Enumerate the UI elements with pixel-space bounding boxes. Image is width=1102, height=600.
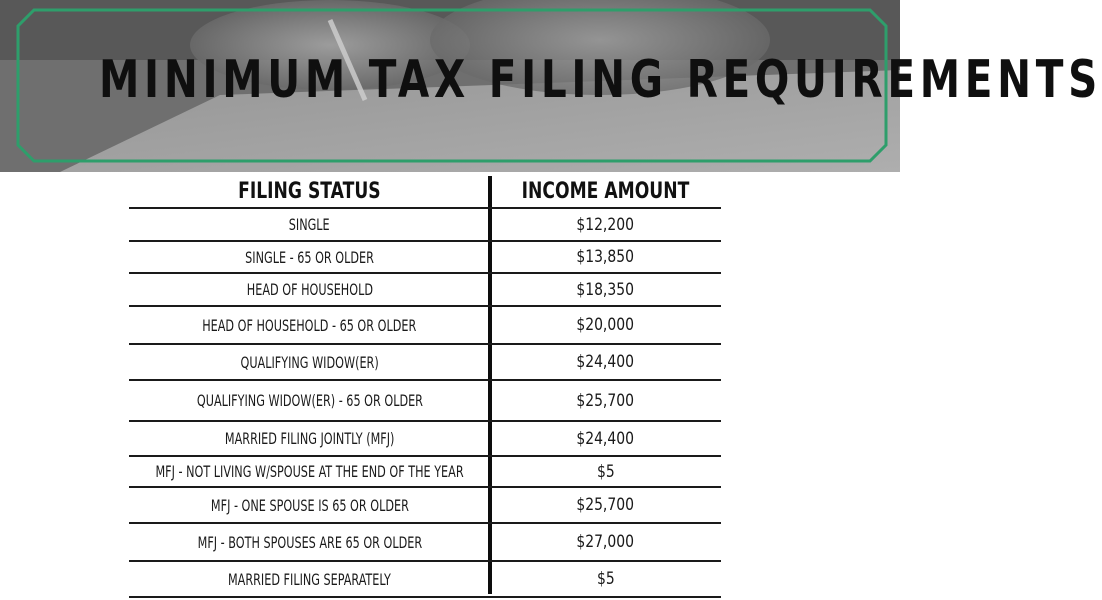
row-income-amount: $12,200 [576, 214, 635, 235]
filing-requirements-table [129, 176, 721, 598]
row-filing-status: QUALIFYING WIDOW(ER) [240, 352, 379, 372]
table-row [129, 345, 721, 381]
table-row [129, 488, 721, 524]
table-row [129, 307, 721, 345]
header-filing-status [129, 176, 490, 207]
row-income-amount: $5 [596, 461, 615, 482]
row-income-amount: $5 [596, 569, 615, 589]
row-income-amount: $20,000 [576, 315, 635, 335]
table-row [129, 209, 721, 242]
table-row [129, 242, 721, 274]
page-title: MINIMUM TAX FILING REQUIREMENTS [99, 50, 1102, 110]
table-row [129, 524, 721, 562]
row-income-amount: $18,350 [576, 279, 635, 300]
row-income-amount: $27,000 [576, 532, 635, 552]
row-filing-status: MARRIED FILING SEPARATELY [228, 569, 391, 589]
row-income-amount: $25,700 [576, 495, 635, 515]
header-income-amount-label: INCOME AMOUNT [521, 179, 690, 204]
header-banner [0, 0, 1102, 172]
row-filing-status: MFJ - ONE SPOUSE IS 65 OR OLDER [210, 495, 409, 515]
row-income-amount: $24,400 [576, 352, 635, 372]
row-filing-status: SINGLE [289, 215, 330, 234]
row-filing-status: QUALIFYING WIDOW(ER) - 65 OR OLDER [196, 391, 423, 410]
row-filing-status: HEAD OF HOUSEHOLD - 65 OR OLDER [202, 315, 417, 335]
row-filing-status: MARRIED FILING JOINTLY (MFJ) [224, 429, 395, 448]
table-row [129, 422, 721, 457]
table-header-row [129, 176, 721, 209]
row-filing-status: HEAD OF HOUSEHOLD [246, 280, 373, 299]
row-income-amount: $24,400 [576, 428, 635, 449]
table-row [129, 457, 721, 488]
row-filing-status: MFJ - BOTH SPOUSES ARE 65 OR OLDER [197, 532, 422, 552]
table-row [129, 274, 721, 307]
row-income-amount: $13,850 [576, 247, 635, 267]
table-row [129, 381, 721, 422]
row-filing-status: MFJ - NOT LIVING W/SPOUSE AT THE END OF THE YEAR [155, 462, 464, 481]
row-income-amount: $25,700 [576, 390, 635, 411]
row-filing-status: SINGLE - 65 OR OLDER [245, 247, 374, 267]
header-filing-status-label: FILING STATUS [238, 179, 381, 204]
table-row [129, 562, 721, 598]
header-income-amount [490, 176, 721, 207]
